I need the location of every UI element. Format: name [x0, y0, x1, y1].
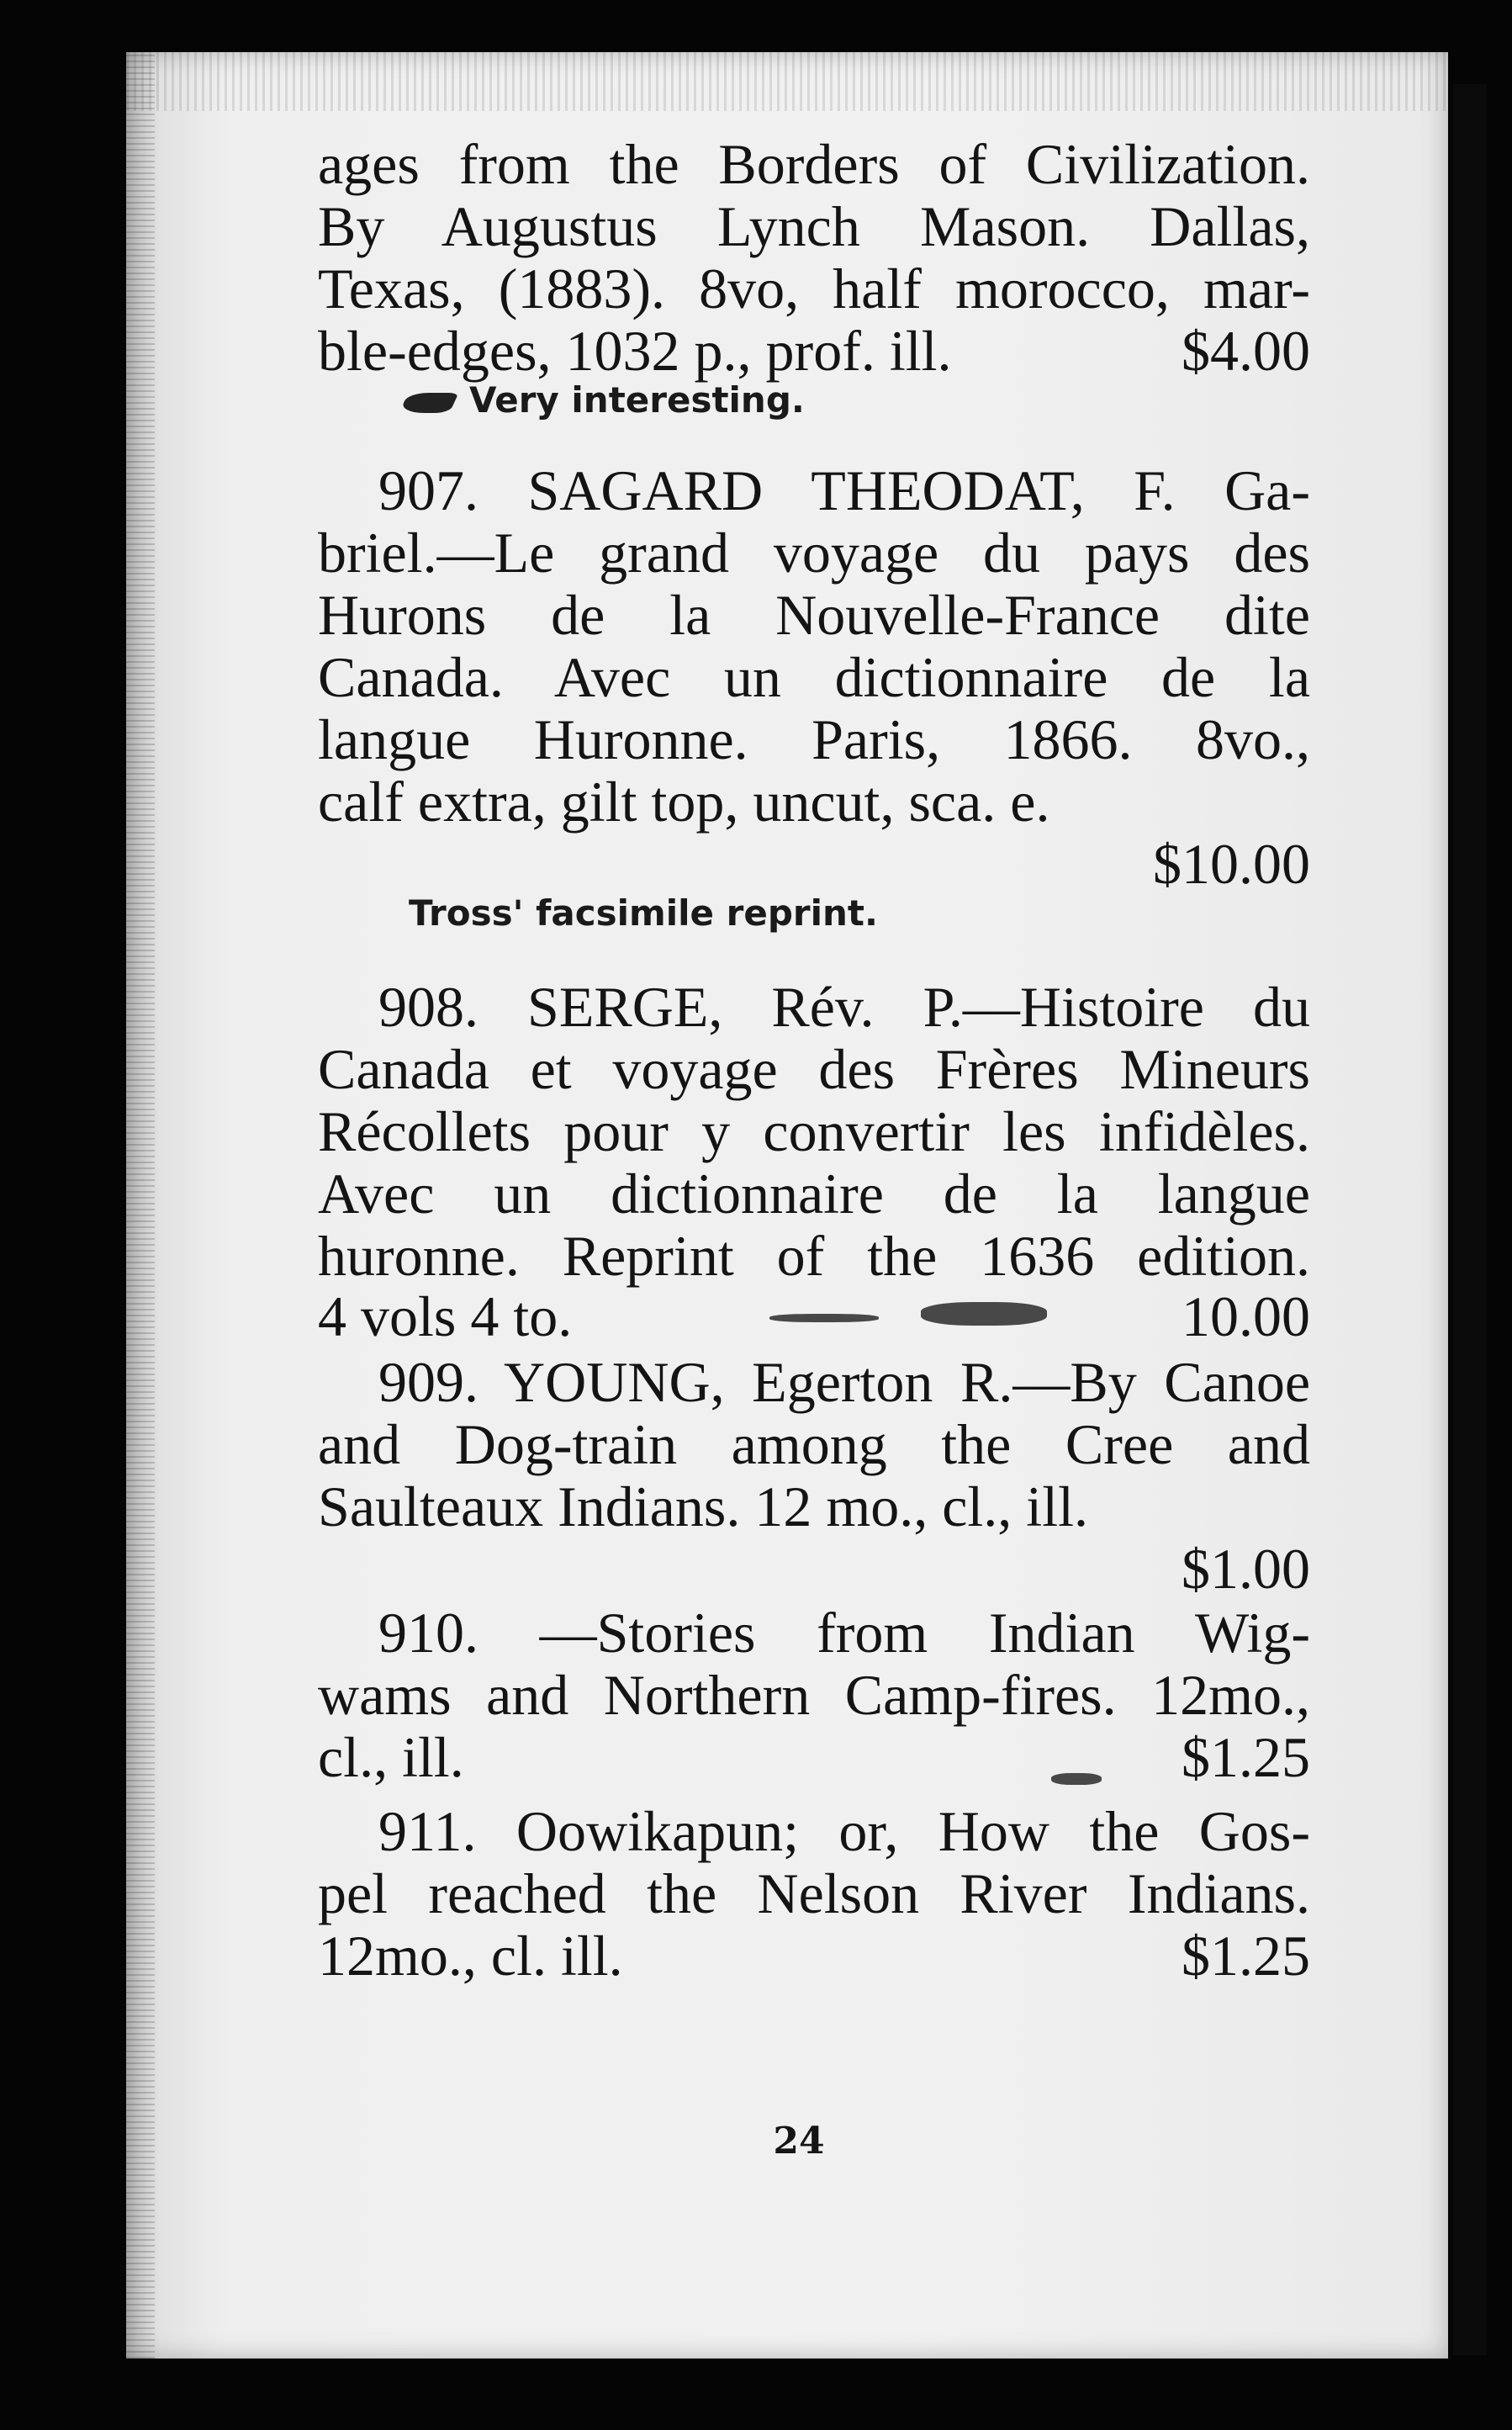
entry-909-price: $1.00: [1182, 1537, 1310, 1601]
entry-911-price: $1.25: [1182, 1924, 1310, 1988]
entry-909-line-2: and Dog-train among the Cree and: [318, 1412, 1310, 1476]
entry-911-line-1: 911. Oowikapun; or, How the Gos-: [378, 1799, 1310, 1863]
continued-line-1: ages from the Borders of Civilization.: [318, 132, 1310, 196]
entry-908-price: 10.00: [1182, 1284, 1310, 1348]
entry-907-price: $10.00: [1153, 832, 1310, 896]
ink-smudge: [921, 1302, 1047, 1326]
continued-price: $4.00: [1182, 319, 1310, 383]
entry-911-last-line: 12mo., cl. ill.: [318, 1924, 623, 1988]
entry-907-line-4: Canada. Avec un dictionnaire de la: [318, 645, 1310, 709]
page-number: 24: [773, 2120, 825, 2163]
entry-907-line-6: calf extra, gilt top, uncut, sca. e.: [318, 770, 1050, 834]
continued-last-line: ble-edges, 1032 p., prof. ill.: [318, 319, 952, 383]
entry-911-price-row: [318, 1924, 1310, 1987]
entry-910-line-2: wams and Northern Camp-fires. 12mo.,: [318, 1663, 1310, 1727]
continued-line-3: Texas, (1883). 8vo, half morocco, mar-: [318, 257, 1310, 320]
entry-911-line-2: pel reached the Nelson River Indians.: [318, 1861, 1310, 1925]
entry-908-line-3: Récollets pour y convertir les infidèles.: [318, 1099, 1310, 1163]
entry-907-line-1: 907. SAGARD THEODAT, F. Ga-: [378, 458, 1310, 522]
continued-note: [404, 380, 805, 421]
ink-smudge: [769, 1314, 879, 1322]
top-scan-noise: [126, 52, 1448, 111]
entry-910-price: $1.25: [1182, 1725, 1310, 1789]
entry-907-line-2: briel.—Le grand voyage du pays des: [318, 521, 1310, 585]
adjacent-page-edge: [1453, 84, 1487, 2355]
entry-909-line-3: Saulteaux Indians. 12 mo., cl., ill.: [318, 1474, 1088, 1538]
entry-908-line-5: huronne. Reprint of the 1636 edition.: [318, 1224, 1310, 1288]
entry-908-last-line: 4 vols 4 to.: [318, 1284, 573, 1348]
entry-909-line-1: 909. YOUNG, Egerton R.—By Canoe: [378, 1350, 1310, 1414]
entry-908-line-1: 908. SERGE, Rév. P.—Histoire du: [378, 975, 1310, 1039]
entry-910-price-row: [318, 1726, 1310, 1788]
continued-price-row: [318, 320, 1310, 382]
continued-note-text: Very interesting.: [469, 379, 805, 421]
entry-908-line-4: Avec un dictionnaire de la langue: [318, 1162, 1310, 1226]
entry-910-line-1: 910. —Stories from Indian Wig-: [378, 1601, 1310, 1665]
pointing-hand-icon: [399, 393, 458, 413]
entry-907-line-3: Hurons de la Nouvelle-France dite: [318, 583, 1310, 647]
entry-910-last-line: cl., ill.: [318, 1725, 464, 1789]
gutter-edge: [126, 52, 155, 2359]
continued-line-2: By Augustus Lynch Mason. Dallas,: [318, 194, 1310, 258]
ink-smudge: [1051, 1773, 1102, 1785]
entry-907-line-5: langue Huronne. Paris, 1866. 8vo.,: [318, 707, 1310, 771]
entry-908-line-2: Canada et voyage des Frères Mineurs: [318, 1037, 1310, 1101]
entry-907-note: Tross' facsimile reprint.: [409, 892, 878, 934]
